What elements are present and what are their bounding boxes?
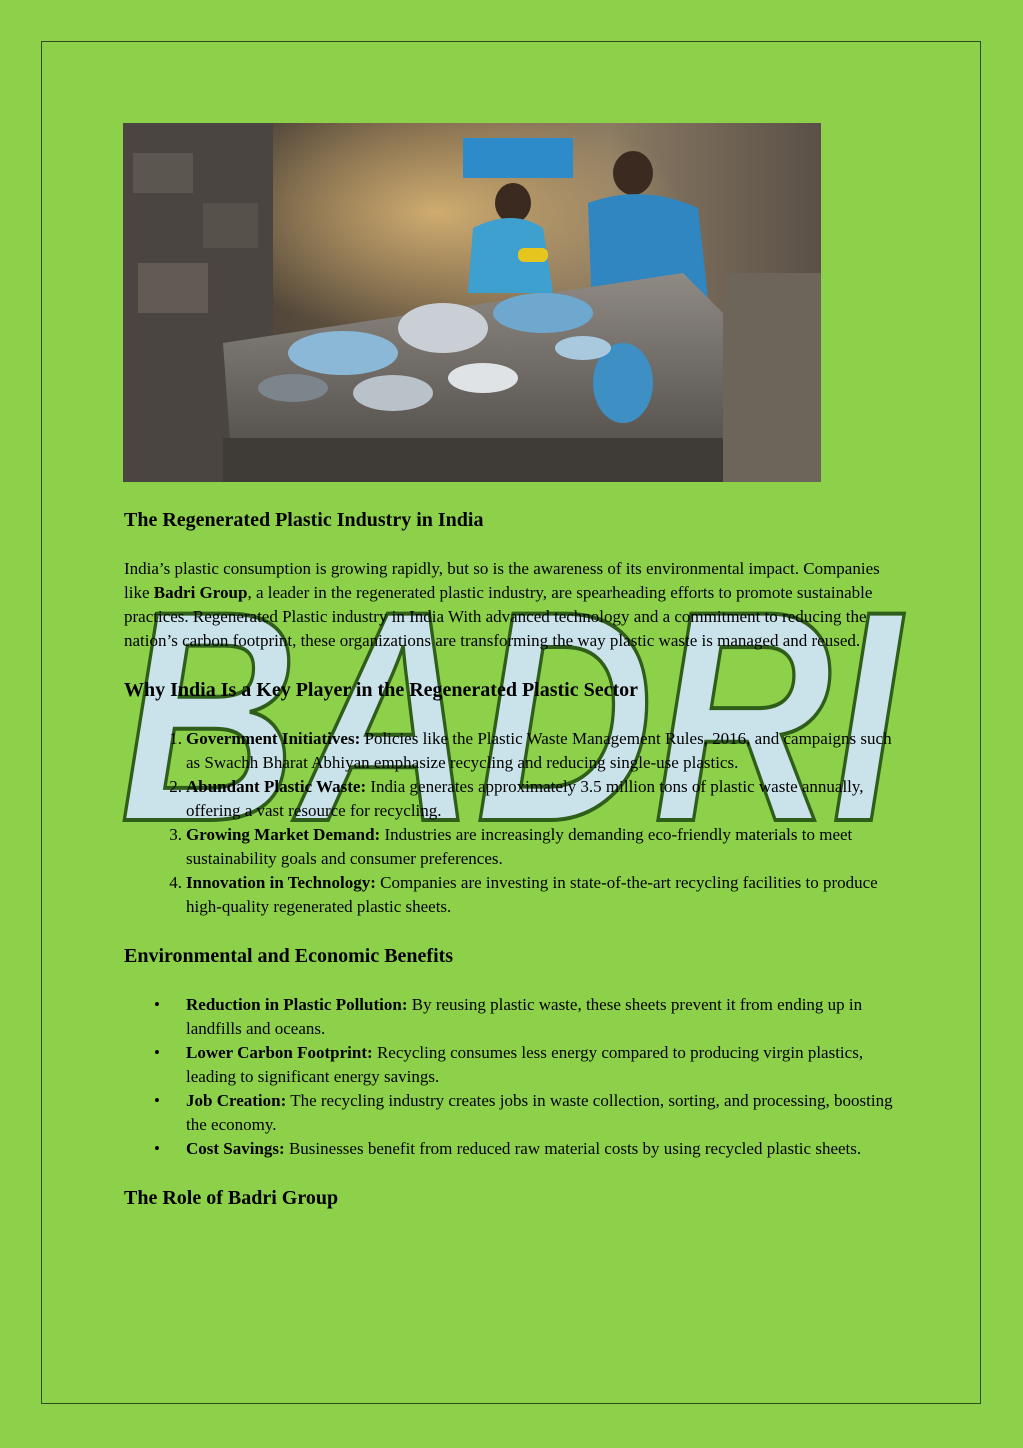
list-item-heading: Lower Carbon Footprint: [186,1043,373,1062]
list-item-heading: Innovation in Technology: [186,873,376,892]
list-item [124,823,904,871]
list-item-text: Recycling consumes less energy compared to producing virgin plastics, leading to significant energy savings. [186,1043,864,1086]
bullet-icon: • [154,1091,160,1110]
list-item-text: Companies are investing in state-of-the-art recycling facilities to produce high-quality regenerated plastic sheets. [186,873,878,916]
section-title-regenerated-plastic: The Regenerated Plastic Industry in India [124,509,484,531]
list-number: 3. [169,825,182,844]
list-item [124,1089,904,1137]
intro-text-a: India’s plastic consumption is growing rapidly, but so is the awareness of its environmental impact. Companies like [124,559,880,602]
list-item [124,727,904,775]
watermark-text: BADRI [120,582,905,842]
list-number: 1. [169,729,182,748]
list-item-heading: Reduction in Plastic Pollution: [186,995,408,1014]
bullet-icon: • [154,1139,160,1158]
list-item-text: By reusing plastic waste, these sheets prevent it from ending up in landfills and oceans. [186,995,863,1038]
list-item [124,775,904,823]
key-player-list [124,727,904,919]
section-title-benefits: Environmental and Economic Benefits [124,945,454,967]
bullet-icon: • [154,995,160,1014]
list-item-heading: Growing Market Demand: [186,825,381,844]
list-item-text: Industries are increasingly demanding eco-friendly materials to meet sustainability goals and consumer preferences. [186,825,853,868]
list-item [124,871,904,919]
section-title-key-player: Why India Is a Key Player in the Regenerated Plastic Sector [124,679,639,701]
list-number: 4. [169,873,182,892]
benefits-list [124,993,904,1161]
list-item-text: The recycling industry creates jobs in waste collection, sorting, and processing, boosting the economy. [186,1091,893,1134]
list-item-text: Policies like the Plastic Waste Management Rules, 2016, and campaigns such as Swachh Bharat Abhiyan emphasize recycling and reducing single-use plastics. [186,729,892,772]
intro-text-b: , a leader in the regenerated plastic industry, are spearheading efforts to promote sustainable practices. Regenerated Plastic industry in India With advanced technology and a commitment to reducing the nation’s carbon footprint, these organizations are transforming the way plastic waste is managed and reused. [124,583,873,650]
list-item-text: India generates approximately 3.5 million tons of plastic waste annually, offering a vast resource for recycling. [186,777,864,820]
intro-paragraph [124,557,904,653]
section-title-role-badri: The Role of Badri Group [124,1187,339,1209]
list-item [124,1041,904,1089]
list-item [124,1137,904,1161]
list-number: 2. [169,777,182,796]
list-item-heading: Cost Savings: [186,1139,285,1158]
list-item-text: Businesses benefit from reduced raw material costs by using recycled plastic sheets. [284,1139,862,1158]
document-body [124,505,904,1213]
intro-bold-company: Badri Group [153,583,248,602]
list-item [124,993,904,1041]
bullet-icon: • [154,1043,160,1062]
hero-image [123,123,821,482]
recycling-conveyor-illustration [123,123,821,482]
list-item-heading: Government Initiatives: [186,729,361,748]
list-item-heading: Job Creation: [186,1091,287,1110]
list-item-heading: Abundant Plastic Waste: [186,777,367,796]
